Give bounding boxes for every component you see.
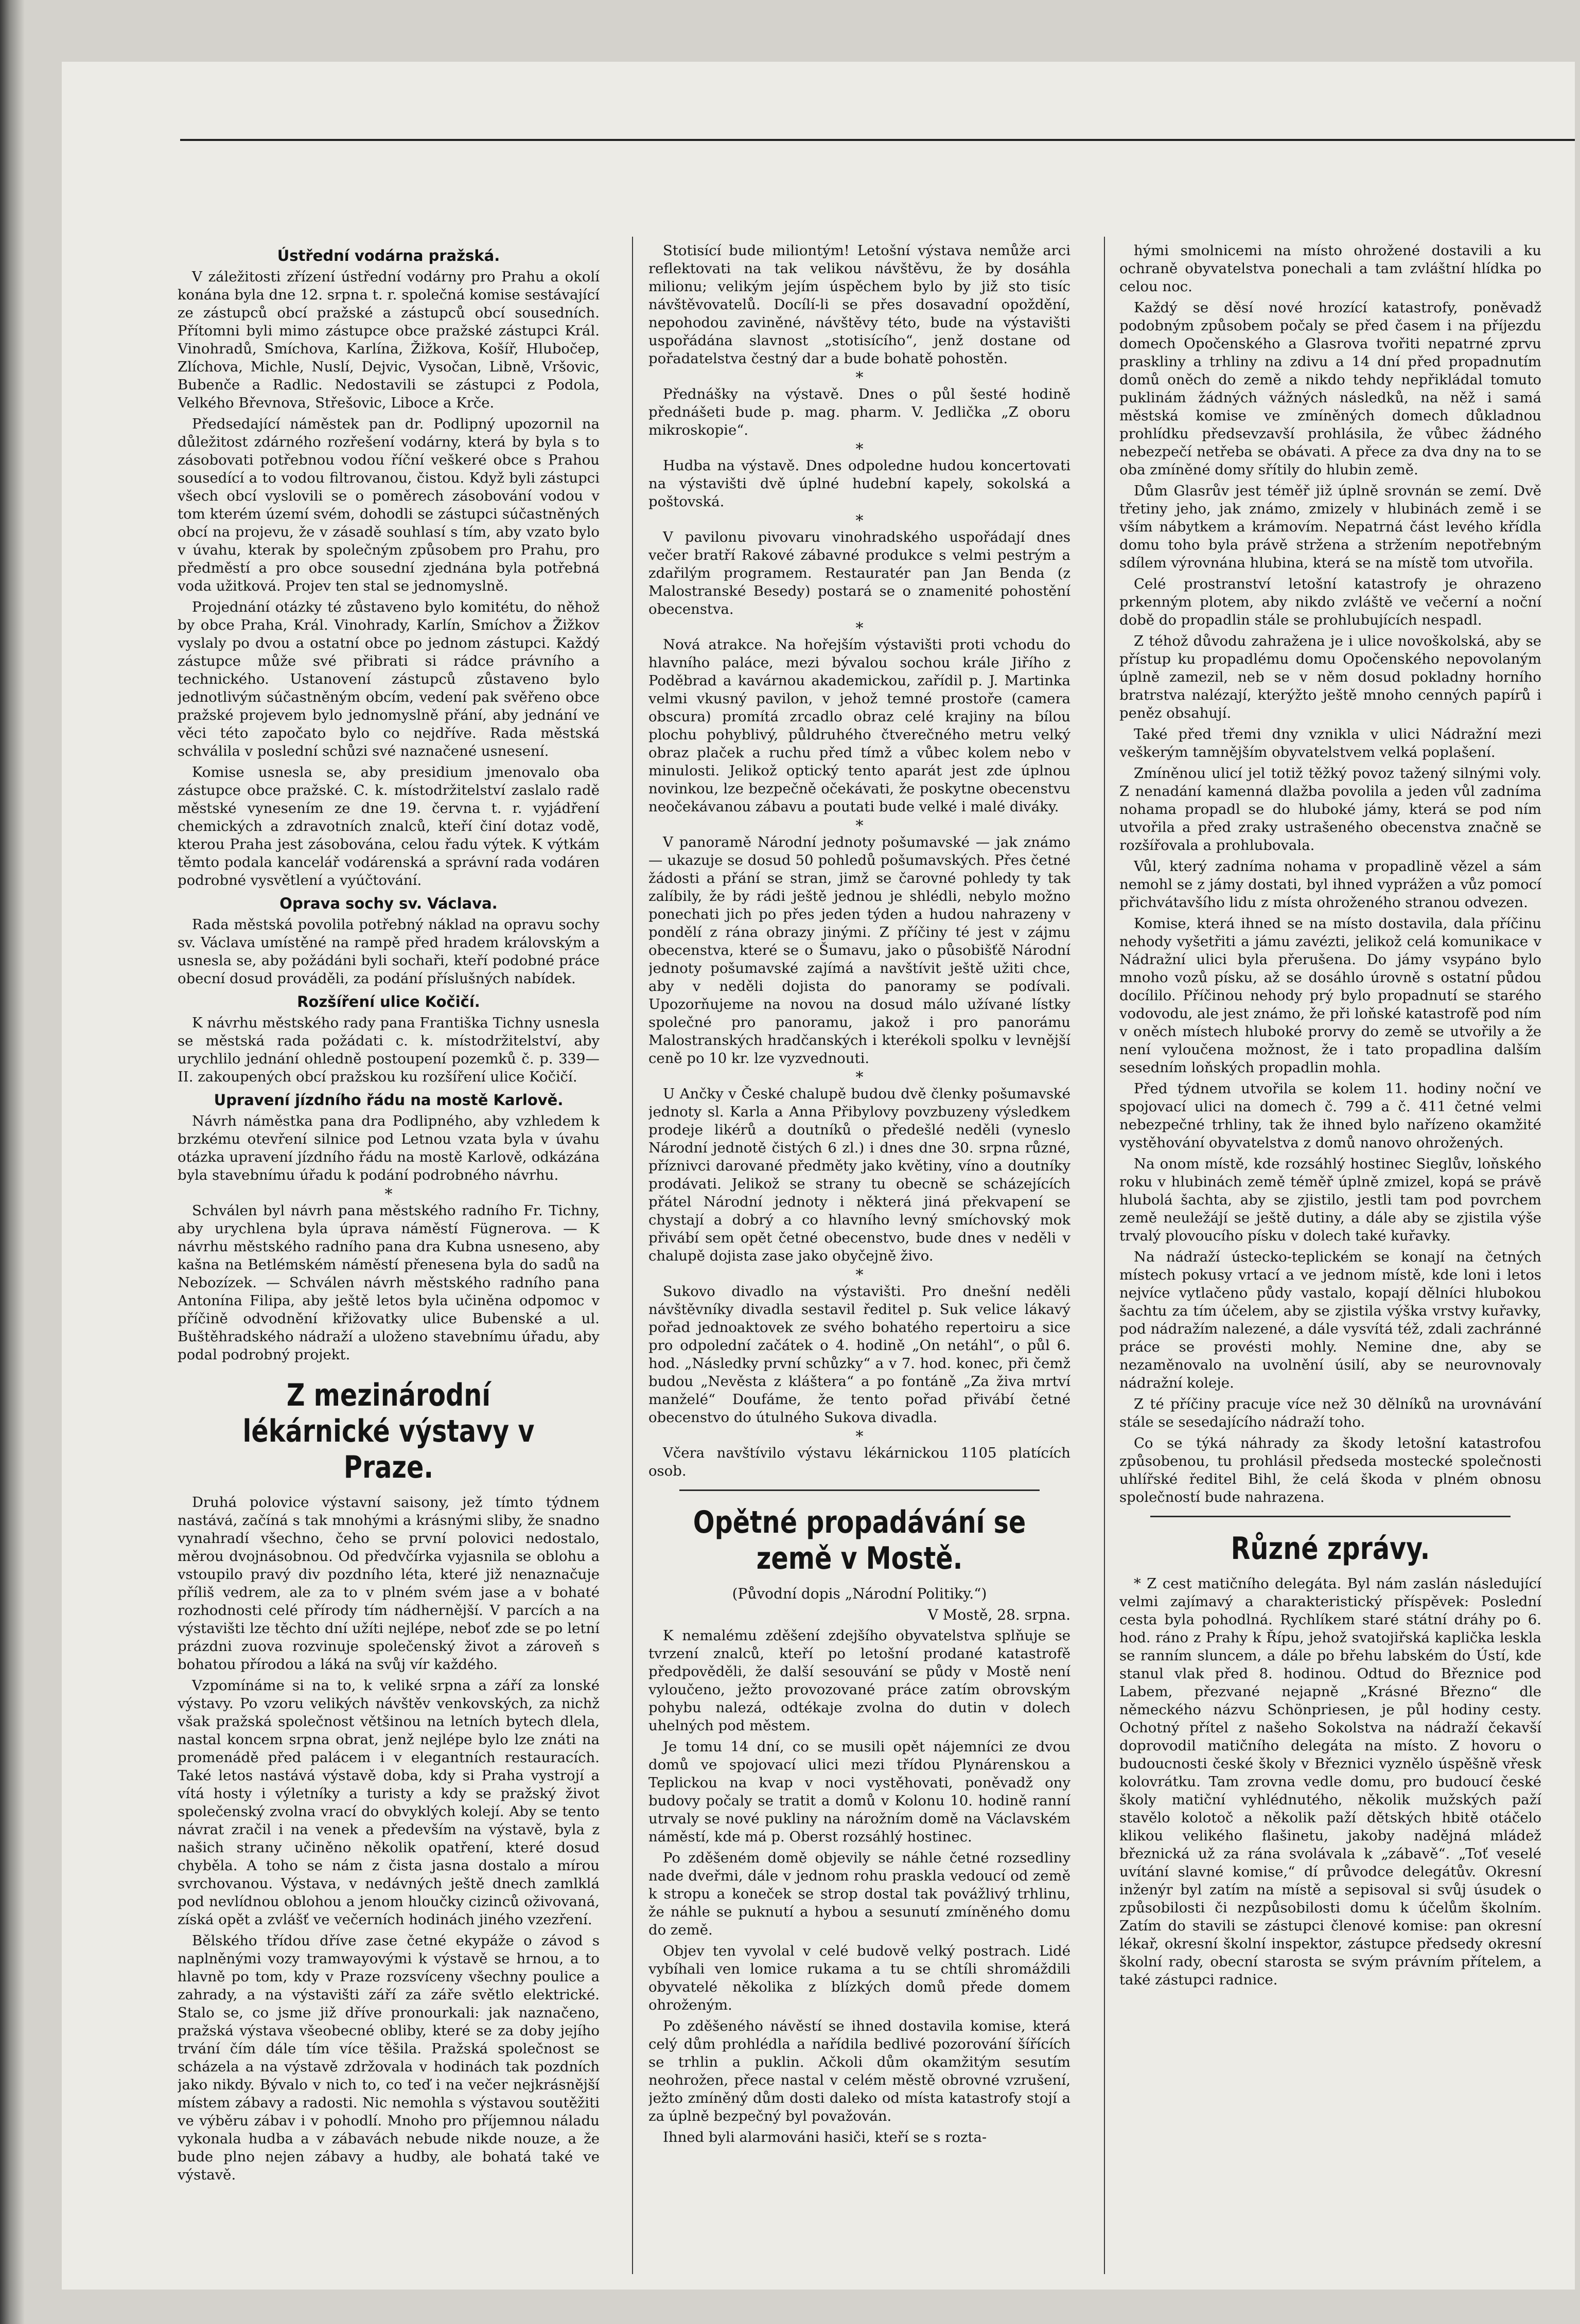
section-heading-statue-repair: Oprava sochy sv. Václava. xyxy=(279,895,498,912)
article-paragraph: Na onom místě, kde rozsáhlý hostinec Sieglův, loňského roku v hlubinách země téměř úplně zmizel, kopá se právě hlubolá šachta, aby se zjistilo, jestli tam pod povrchem země neuležájí se ještě dutiny, a dále aby se zjistila výše trvalý plovoucího písku v dolech také kuřavky. xyxy=(1119,1156,1541,1244)
separator-asterisk: * xyxy=(855,619,864,637)
news-item: Přednášky na výstavě. Dnes o půl šesté hodině přednášeti bude p. mag. pharm. V. Jedlička „Z oboru mikroskopie“. xyxy=(648,386,1070,438)
article-paragraph: Komise usnesla se, aby presidium jmenovalo oba zástupce obce pražské. C. k. místodržitelství zaslalo radě městské vynesením ze dne 19. června t. r. vyjádření chemických a zdravotních znalců, kteří činí dotaz vodě, kterou Praha jest zásobována, celou řadu výtek. K výtkám těmto podala kancelář vodárenská a správní rada vodáren podrobné vysvětlení a vyúčtování. xyxy=(178,764,600,889)
news-item: V panoramě Národní jednoty pošumavské — jak známo — ukazuje se dosud 50 pohledů pošumavských. Přes četné žádosti a přání se stran, jimž se čarovné pohledy ty tak zalíbily, že by rádi ještě jednou je shlédli, nebylo možno ponechati jich po přes jeden týden a hudou nahrazeny v pondělí z rána obrazy jinými. Z příčiny té jest v zájmu obecenstva, které se o Šumavu, jako o působišťě Národní jednoty pošumavské zajímá a navštívit ještě užiti chce, aby v neděli dojista do panoramy se podívali. Upozorňujeme na novou na dosud málo užívané lístky společné pro panoramu, jakož i pro panorámu Malostranských hradčanských i kterékoli spolku v levnější ceně po 10 kr. lze vyzvednouti. xyxy=(648,834,1070,1067)
article-paragraph: Z té příčiny pracuje více než 30 dělníků na urovnávání stále se sesedajícího nádraží toho. xyxy=(1119,1396,1541,1430)
news-item: Hudba na výstavě. Dnes odpoledne hudou koncertovati na výstavišti dvě úplné hudební kapely, sokolská a poštovská. xyxy=(648,457,1070,510)
article-paragraph: Vůl, který zadníma nohama v propadlině vězel a sám nemohl se z jámy dostati, byl ihned vyprážen a vůz pomocí přichvátavšího lidu z místa ohroženého stranou odvezen. xyxy=(1119,858,1541,911)
article-paragraph: Ihned byli alarmováni hasiči, kteří se s rozta- xyxy=(663,2129,987,2145)
separator-asterisk: * xyxy=(855,817,864,835)
column-1 xyxy=(178,242,600,2274)
separator-asterisk: * xyxy=(855,369,864,387)
news-item: Nová atrakce. Na hořejším výstavišti proti vchodu do hlavního paláce, mezi bývalou sochou krále Jiřího z Poděbrad a kavárnou akademickou, zařídil p. J. Martinka velmi vkusný pavilon, v jehož temné prostoře (camera obscura) promítá zrcadlo obraz celé krajiny na bílou plochu pohyblivý, půldruhého čtverečného metru velký obraz plaček a ruchu před tímž a vůbec kolem nebo v minulosti. Jelikož optický tento aparát jest zde úplnou novinkou, lze bezpečně očekávati, že poskytne obecenstvu neočekávanou zábavu a poutati bude velké i malé diváky. xyxy=(648,636,1070,815)
article-paragraph: Co se týká náhrady za škody letošní katastrofou způsobenou, tu prohlásil předseda mostecké společnosti uhlířské ředitel Bihl, že celá škoda v plném obnosu společností bude nahrazena. xyxy=(1119,1435,1541,1505)
article-paragraph: Je tomu 14 dní, co se musili opět nájemníci ze dvou domů ve spojovací ulici mezi třídou Plynárenskou a Teplickou na kvap v noci vystěhovati, poněvadž ony budovy počaly se tratit a domů v Kolonu 10. hodině ranní utrvaly se nové pukliny na nárožním domě na Václavském náměstí, kde má p. Oberst rozsáhlý hostinec. xyxy=(648,1738,1070,1845)
separator-asterisk: * xyxy=(855,1266,864,1284)
scan-edge-shadow xyxy=(0,0,25,2324)
headline-pharmacy-exhibition: Z mezinárodní lékárnické výstavy v Praze. xyxy=(242,1377,535,1485)
news-item: U Ančky v České chalupě budou dvě členky pošumavské jednoty sl. Karla a Anna Přibylovy povzbuzeny výsledkem prodeje likérů a doutníků o předešlé neděli (vyneslo Národní jednotě čistých 6 zl.) i dnes dne 30. srpna různé, příznivci darované předměty jako květiny, víno a doutníky prodávati. Jelikož se strany tu obecně se scházejících přátel Národní jednoty i některá jiná překvapení se chystají a dobrý a co hlavního levný smíchovský mok přivábí sem opět četné obecenstvo, bude dnes v neděli v chalupě dojista zase jako obyčejně živo. xyxy=(648,1086,1070,1264)
article-paragraph: Po zděšeného návěstí se ihned dostavila komise, která celý dům prohlédla a nařídila bedlivé pozorování šířících se trhlin a puklin. Ačkoli dům okamžitým sesutím neohrožen, přece nastal v celém městě obrovné vzrušení, ježto zmíněný dům dosti daleko od místa katastrofy stojí a za úplně bezpečný byl považován. xyxy=(648,2018,1070,2124)
separator-asterisk: * xyxy=(855,1069,864,1087)
article-paragraph: Rada městská povolila potřebný náklad na opravu sochy sv. Václava umístěné na rampě před hradem královským a usnesla se, aby požádáni byli sochaři, kteří podobné práce obecní dosud prováděli, za podání příslušných nabídek. xyxy=(178,916,600,987)
byline: (Původní dopis „Národní Politiky.“) xyxy=(732,1585,987,1602)
article-paragraph: Celé prostranství letošní katastrofy je ohrazeno prkenným plotem, aby nikdo zvláště ve večerní a noční době do propadlin stále se prohlubujících nespadl. xyxy=(1119,576,1541,628)
article-paragraph: V záležitosti zřízení ústřední vodárny pro Prahu a okolí konána byla dne 12. srpna t. r. společná komise sestávající ze zástupců obcí pražské a zástupců obcí sousedních. Přítomni byli mimo zástupce obce pražské zástupci Král. Vinohradů, Smíchova, Karlína, Žižkova, Košíř, Hlubočep, Zlíchova, Michle, Nuslí, Dejvic, Vysočan, Libně, Vršovic, Bubenče a Radlic. Nedostavili se zástupci z Podola, Velkého Břevnova, Střešovic, Liboce a Krče. xyxy=(178,269,600,411)
news-item: * Z cest matičního delegáta. Byl nám zaslán následující velmi zajímavý a charakteristický příspěvek: Poslední cesta byla pohodlná. Rychlíkem staré státní dráhy po 6. hod. ráno z Prahy k Řípu, jehož svatojiřská kaplička leskla se ranním sluncem, a dále po břehu labském do Ústí, kde stanul vlak před 8. hodinou. Odtud do Březnice pod Labem, přezvané nejapně „Krásné Březno“ dle německého názvu Schönpriesen, je půl hodiny cesty. Ochotný přítel z našeho Sokolstva na nádraží čekavší doprovodil matičního delegáta na místo. Z hovoru o budoucnosti české školy v Březnici vyznělo úspěšně vřesk kolovrátku. Tam zrovna vedle domu, pro budoucí české školy matiční vyhlédnutého, několik mužských paží stavělo kolotoč a několik paží dětských hbitě otáčelo klikou velikého flašinetu, jakoby nadějná mládež březnická už za rána svolávala k „zábavě“. „Toť veselé uvítání slavné komise,“ dí průvodce delegátův. Okresní inženýr byl zatím na místě a sepisoval si svůj úsudek o způsobilosti či nezpůsobilosti domu k účelům školním. Zatím do stavili se zástupci členové komise: pan okresní lékař, okresní školní inspektor, zástupce předsedy okresní školní rady, obecní starosta se svým právním přítelem, a také zástupci radnice. xyxy=(1119,1575,1541,1988)
headline-various-news: Různé zprávy. xyxy=(1231,1531,1430,1567)
article-paragraph: K nemalému zděšení zdejšího obyvatelstva splňuje se tvrzení znalců, kteří po letošní prodané katastrofě předpověděli, že další sesouvání se půdy v Mostě není vyloučeno, ježto provozované práce zatím obrovským pohybu nalezá, odtékaje zvolna do dutin v dolech uhelných pod městem. xyxy=(648,1627,1070,1734)
separator-asterisk: * xyxy=(384,1185,393,1203)
section-heading-street-widening: Rozšíření ulice Kočičí. xyxy=(297,993,480,1010)
headline-most-subsidence: Opětné propadávání se země v Mostě. xyxy=(693,1504,1026,1576)
column-2 xyxy=(648,242,1070,2274)
separator-asterisk: * xyxy=(855,440,864,458)
top-border-rule xyxy=(180,139,1575,141)
article-paragraph: Projednání otázky té zůstaveno bylo komitétu, do něhož by obce Praha, Král. Vinohrady, Karlín, Smíchov a Žižkov vyslaly po dvou a ostatní obce po jednom zástupci. Každý zástupce může své přibrati si rádce právního a technického. Ustanovení zástupců zůstaveno bylo jednotlivým súčastněným obcím, vedení pak svěřeno obce pražské projevem bylo jednomyslně přání, aby jednání ve věci této započato bylo co nejdříve. Rada městská schválila v poslední schůzi své naznačené usnesení. xyxy=(178,599,600,759)
section-heading-water-works: Ústřední vodárna pražská. xyxy=(277,247,500,264)
section-heading-bridge-traffic: Upravení jízdního řádu na mostě Karlově. xyxy=(214,1091,564,1109)
article-paragraph: hými smolnicemi na místo ohrožené dostavili a ku ochraně obyvatelstva ponechali a tam zvláštní hlídka po celou noc. xyxy=(1119,242,1541,295)
article-paragraph: Komise, která ihned se na místo dostavila, dala příčinu nehody vyšetřiti a jámu zavézti, jelikož celá komunikace v Nádražní ulici byla přerušena. Do jámy vsypáno bylo mnoho vozů písku, až se dosáhlo úrovně s ostatní půdou docílilo. Příčinou nehody prý bylo propadnutí se starého vodovodu, ale jest známo, že při loňské katastrofě pod ním v oněch místech hluboké prorvy do země se utvořily a že není vyloučena možnost, že i tato propadlina dalším sesedním loňských propadlin mohla. xyxy=(1119,915,1541,1076)
separator-asterisk: * xyxy=(855,512,864,530)
dateline: V Mostě, 28. srpna. xyxy=(927,1606,1070,1623)
article-paragraph: Dům Glasrův jest téměř již úplně srovnán se zemí. Dvě třetiny jeho, jak známo, zmizely v hlubinách země i se vším nábytkem a krámovím. Nepatrná část levého křídla domu toho byla právě stržena a stržením nepotřebným sdílem výrovnána hlubina, která se na místě tom utvořila. xyxy=(1119,483,1541,571)
column-divider-1 xyxy=(632,237,633,2274)
article-paragraph: Předsedající náměstek pan dr. Podlipný upozornil na důležitost zdárného rozřešení vodárny, která by byla s to zásobovati potřebnou vodou říční veškeré obce s Prahou sousedící a to vodou filtrovanou, čistou. Když byli zástupci všech obcí vyslovili se o poměrech zásobování vodou v tom kterém území svém, dohodli se zástupci súčastněných obcí na projevu, že v zásadě souhlasí s tím, aby vzato bylo v úvahu, kterak by společným způsobem pro Prahu, pro předměstí a pro obce sousední zjednána byla potřebná voda užitková. Projev ten stal se jednomyslně. xyxy=(178,416,600,594)
article-paragraph: Zmíněnou ulicí jel totiž těžký povoz tažený silnými voly. Z nenadání kamenná dlažba povolila a jeden vůl zadníma nohama propadl se do hluboké jámy, která se pod ním utvořila a před zraky ustrašeného obecenstva značně se rozšířovala a prohlubovala. xyxy=(1119,765,1541,854)
article-paragraph: Po zděšeném domě objevily se náhle četné rozsedliny nade dveřmi, dále v jednom rohu praskla vedoucí od země k stropu a koneček se strop dostal tak povážlivý trhlinu, že náhle se puknutí a hybou a sesunutí zmíněného domu do země. xyxy=(648,1850,1070,1938)
column-divider-2 xyxy=(1104,237,1105,2274)
article-paragraph: Na nádraží ústecko-teplickém se konají na četných místech pokusy vrtací a ve jednom místě, kde loni i letos nejvíce vytlačeno půdy vastalo, kopají dělníci hlubokou šachtu za tím účelem, aby se zjistila výška vrstvy kuřavky, pod nádražím nalezené, a dále vysvítá též, zdali zachránné práce se provésti mohly. Nemine dne, aby se nezaměnovalo na uvolnění úsilí, aby se neurovnovaly nádražní koleje. xyxy=(1119,1249,1541,1391)
article-paragraph: Schválen byl návrh pana městského radního Fr. Tichny, aby urychlena byla úprava náměstí Fügnerova. — K návrhu městského radního pana dra Kubna usneseno, aby kašna na Betlémském náměstí přenesena byla do sadů na Nebozízek. — Schválen návrh městského radního pana Antonína Filipa, aby ještě letos byla učiněna odpomoc v příčině odvodnění křižovatky ulice Bubenské a ul. Buštěhradského nádraží a uloženo stavebnímu úřadu, aby podal podrobný projekt. xyxy=(178,1202,600,1363)
article-paragraph: K návrhu městského rady pana Františka Tichny usnesla se městská rada požádati c. k. místodržitelství, aby urychlilo jednání ohledně postoupení pozemků č. p. 339—II. zakoupených obcí pražskou ku rozšíření ulice Kočičí. xyxy=(178,1015,600,1085)
news-item: Stotisící bude miliontým! Letošní výstava nemůže arci reflektovati na tak velikou návštěvu, že by dosáhla milionu; velikým jejím úspěchem bylo by již sto tisíc návštěvovatelů. Docílí-li se přes dosavadní opoždění, nepohodou zaviněné, návštěvy této, bude na výstavišti uspořádána slavnost „stotisícího“, jenž dostane od pořadatelstva čestný dar a bude bohatě pohostěn. xyxy=(648,242,1070,367)
article-paragraph: Vzpomínáme si na to, k veliké srpna a září za lonské výstavy. Po vzoru velikých návštěv venkovských, za nichž však pražská společnost většinou na letních bytech dlela, nastal koncem srpna obrat, jenž nejlépe bylo lze znáti na promenádě před palácem i v elegantních restauracích. Také letos nastává výstavě doba, kdy si Praha vystrojí a vítá hosty i výletníky a turisty a kdy se pražský život společenský zvolna vrací do obvyklých kolejí. Aby se tento návrat zračil i na venek a především na výstavě, byla z našich strany učiněno několik opatření, které dosud chyběla. A toho se nám z čista jasna dostalo a mírou svrchovanou. Výstava, v nedávných ještě dnech zamlklá pod nevlídnou oblohou a jenom hloučky cizinců oživovaná, získá opět a zvlášť ve večerních hodinách jiného vzezření. xyxy=(178,1677,600,1928)
article-paragraph: Z téhož důvodu zahražena je i ulice novoškolská, aby se přístup ku propadlému domu Opočenského nepovolaným úplně zamezil, neb se v něm dosud pokladny horního bratrstva nalézají, kterýžto ještě mnoho cenných papírů i peněz obsahují. xyxy=(1119,633,1541,721)
news-item: Sukovo divadlo na výstavišti. Pro dnešní neděli návštěvníky divadla sestavil ředitel p. Suk velice lákavý pořad jednoaktovek ze svého bohatého repertoiru a sice pro odpolední začátek o 4. hodině „On netáhl“, o půl 6. hod. „Následky první schůzky“ a v 7. hod. konec, při čemž budou „Nevěsta z kláštera“ a po fontáně „Za živa mrtví manželé“ Doufáme, že tento pořad přivábí četné obecenstvo do útulného Sukova divadla. xyxy=(648,1283,1070,1426)
news-item: Včera navštívilo výstavu lékárnickou 1105 platících osob. xyxy=(648,1445,1070,1479)
section-rule xyxy=(679,1489,1040,1491)
article-paragraph: Před týdnem utvořila se kolem 11. hodiny noční ve spojovací ulici na domech č. 799 a č. 411 četné velmi nebezpečné trhliny, tak že ihned bylo nařízeno okamžité vystěhování obyvatelstva z domů nanovo ohrožených. xyxy=(1119,1080,1541,1151)
article-paragraph: Objev ten vyvolal v celé budově velký postrach. Lidé vybíhali ven lomice rukama a tu se chtíli shromáždili obyvatelé několika z blízkých domů přede domem ohroženým. xyxy=(648,1943,1070,2013)
article-paragraph: Také před třemi dny vznikla v ulici Nádražní mezi veškerým tamnějším obyvatelstvem velká poplašení. xyxy=(1119,726,1541,760)
article-paragraph: Každý se děsí nové hrozící katastrofy, poněvadž podobným způsobem počaly se před časem i na příjezdu domech Opočenského a Glasrova tvořiti nepatrné zprvu praskliny a trhliny na zdivu a 14 dní před propadnutím domů oněch do země a nikdo tehdy nepřikládal tomuto puklinám žádných vážných následků, na něž i samá městská komise ve zmíněných domech důkladnou prohlídku předsevzavší prohlásila, že vůbec žádného nebezpečí netřeba se obávati. A přece za dva dny na to se oba zmíněné domy sřítily do hlubin země. xyxy=(1119,299,1541,478)
article-paragraph: Druhá polovice výstavní saisony, jež tímto týdnem nastává, začíná s tak mnohými a krásnými sliby, že snadno vynahradí všechno, čeho se první polovici nedostalo, měrou dvojnásobnou. Od předvčírka vyjasnila se oblohu a vstoupilo pravý div pozdního léta, které již nenaznačuje příliš vedrem, ale za to v plném svém jase a v bohaté rozhodnosti celé přírody tím nádhernější. V parcích a na výstavišti lze těchto dní užíti nejlépe, neboť zde se po letní prázdni zuova rozvinuje společenský život a zároveň s bohatou přírodou a láká na svůj vír každého. xyxy=(178,1494,600,1673)
section-rule xyxy=(1150,1516,1511,1517)
news-item: V pavilonu pivovaru vinohradského uspořádají dnes večer bratří Rakové zábavné produkce s velmi pestrým a zdařilým programem. Restauratér pan Jan Benda (z Malostranské Besedy) postará se o znamenité pohostění obecenstva. xyxy=(648,529,1070,617)
article-paragraph: Bělského třídou dříve zase četné ekypáže o závod s naplněnými vozy tramwayovými k výstavě se hrnou, a to hlavně po tom, kdy v Praze rozsvíceny všechny poulice a zahrady, a na výstavišti září za záře světlo elektrické. Stalo se, co jsme již dříve pronourkali: jak naznačeno, pražská výstava všeobecné obliby, které se za doby jejího trvání čím dále tím více těšila. Pražská společnost se scházela a na výstavě zdržovala v hodinách tak pozdních jako nikdy. Bývalo v nich to, co teď i na večer nejkrásnější místem zábavy a radosti. Nic nemohla s výstavou soutěžiti ve výběru zábav i v pohodlí. Mnoho pro příjemnou náladu vykonala hudba a v zábavách nebude nikde nouze, a že bude plno nejen zábavy a hudby, ale bohatá také ve výstavě. xyxy=(178,1932,600,2183)
column-3 xyxy=(1119,242,1541,2274)
newspaper-page xyxy=(62,62,1575,2290)
article-paragraph: Návrh náměstka pana dra Podlipného, aby vzhledem k brzkému otevření silnice pod Letnou vzata byla v úvahu otázka upravení jízdního řádu na mostě Karlově, odkázána byla stavebnímu úřadu k podání podrobného návrhu. xyxy=(178,1113,600,1183)
separator-asterisk: * xyxy=(855,1428,864,1446)
